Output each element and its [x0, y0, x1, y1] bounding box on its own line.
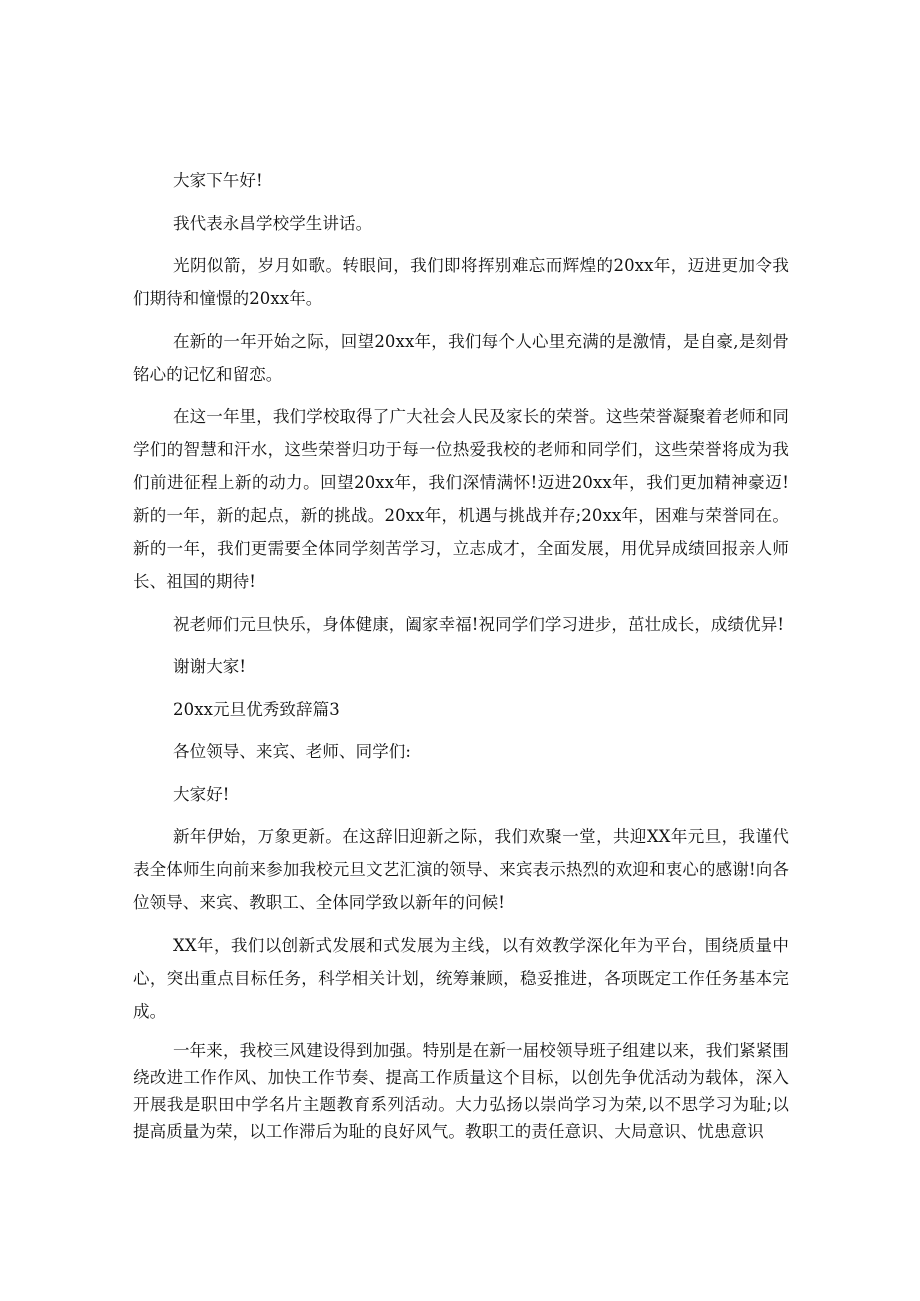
document-body — [133, 164, 789, 1155]
paragraph-hello: 大家好! — [173, 784, 230, 804]
paragraph-greeting: 大家下午好! — [173, 171, 263, 190]
paragraph-salutation: 各位领导、来宾、老师、同学们: — [173, 742, 412, 761]
section-heading: 20xx元旦优秀致辞篇3 — [173, 699, 340, 719]
paragraph-honors: 在这一年里，我们学校取得了广大社会人民及家长的荣誉。这些荣誉凝聚着老师和同学们的智慧和汗水，这些荣誉归功于每一位热爱我校的老师和同学们，这些荣誉将成为我们前进征程上新的动力。回望20xx年，我们深情满怀!迈进20xx年，我们更加精神豪迈!新的一年，新的起点，新的挑战。20xx年，机遇与挑战并存;20xx年，困难与荣誉同在。新的一年，我们更需要全体同学刻苦学习，立志成才，全面发展，用优异成绩回报亲人师长、祖国的期待! — [133, 407, 789, 591]
paragraph-school-culture: 一年来，我校三风建设得到加强。特别是在新一届校领导班子组建以来，我们紧紧围绕改进工作作风、加快工作节奏、提高工作质量这个目标，以创先争优活动为载体，深入开展我是职田中学名片主题教育系列活动。大力弘扬以崇尚学习为荣,以不思学习为耻;以提高质量为荣，以工作滞后为耻的良好风气。教职工的责任意识、大局意识、忧患意识 — [133, 1041, 789, 1141]
paragraph-wishes: 祝老师们元旦快乐，身体健康，阖家幸福!祝同学们学习进步，茁壮成长，成绩优异! — [173, 614, 785, 634]
paragraph-thanks: 谢谢大家! — [173, 657, 247, 676]
paragraph-look-back: 在新的一年开始之际，回望20xx年，我们每个人心里充满的是激情，是自豪,是刻骨铭心的记忆和留恋。 — [133, 331, 789, 384]
paragraph-intro: 我代表永昌学校学生讲话。 — [173, 213, 373, 233]
paragraph-development: XX年，我们以创新式发展和式发展为主线，以有效教学深化年为平台，围绕质量中心，突出重点目标任务，科学相关计划，统筹兼顾，稳妥推进，各项既定工作任务基本完成。 — [133, 935, 789, 1021]
paragraph-new-year: 新年伊始，万象更新。在这辞旧迎新之际，我们欢聚一堂，共迎XX年元旦，我谨代表全体师生向前来参加我校元旦文艺汇演的领导、来宾表示热烈的欢迎和衷心的感谢!向各位领导、来宾、教职工、全体同学致以新年的问候! — [133, 827, 789, 912]
paragraph-time-flies: 光阴似箭，岁月如歌。转眼间，我们即将挥别难忘而辉煌的20xx年，迈进更加令我们期待和憧憬的20xx年。 — [133, 256, 789, 308]
